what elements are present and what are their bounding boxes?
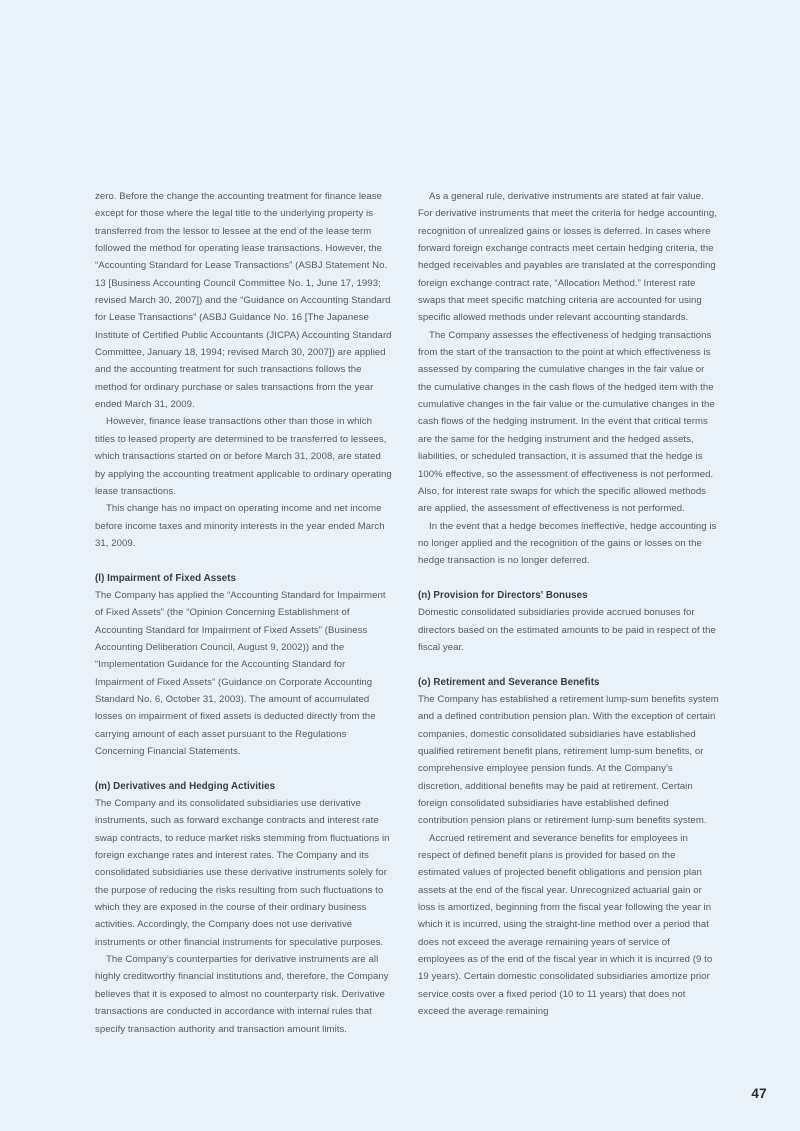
body-paragraph: The Company has established a retirement lump-sum benefits system and a defined contribution pension plan. With the exception of certain companies, domestic consolidated subsidiaries have established qualified retirement benefit plans, retirement lump-sum benefits, or comprehensive employee pension funds. At the Company’s discretion, additional benefits may be paid at retirement. Certain foreign consolidated subsidiaries have established defined contribution pension plans or retirement lump-sum benefits system. — [418, 693, 719, 827]
section-heading: (l) Impairment of Fixed Assets — [95, 572, 237, 584]
body-paragraph: zero. Before the change the accounting treatment for finance lease except for those where the legal title to the underlying property is transferred from the lessor to lessee at the end of the lease term followed the method for operating lease transactions. However, the “Accounting Standard for Lease Transactions” (ASBJ Statement No. 13 [Business Accounting Council Committee No. 1, June 17, 1993; revised March 30, 2007]) and the “Guidance on Accounting Standard for Lease Transactions” (ASBJ Guidance No. 16 [The Japanese Institute of Certified Public Accountants (JICPA) Accounting Standard Committee, January 18, 1994; revised March 30, 2007]) are applied and the accounting treatment for such transactions follows the method for ordinary purchase or sales transactions from the year ended March 31, 2009. — [95, 191, 392, 411]
body-paragraph: However, finance lease transactions other than those in which titles to leased property are determined to be transferred to lessees, which transactions started on or before March 31, 2008, are stated by applying the accounting treatment applicable to ordinary operating lease transactions. — [95, 416, 392, 497]
body-paragraph: The Company’s counterparties for derivative instruments are all highly creditworthy financial institutions and, therefore, the Company believes that it is exposed to almost no counterparty risk. Derivative transactions are conducted in accordance with internal rules that specify transaction authority and transaction amount limits. — [95, 954, 389, 1035]
left-text-column — [95, 188, 393, 1038]
body-paragraph: The Company and its consolidated subsidiaries use derivative instruments, such as forward exchange contracts and interest rate swap contracts, to reduce market risks stemming from fluctuations in foreign exchange rates and interest rates. The Company and its consolidated subsidiaries use these derivative instruments solely for the purpose of reducing the risks resulting from such fluctuations to which they are exposed in the course of their ordinary business activities. Accordingly, the Company does not use derivative instruments or other financial instruments for speculative purposes. — [95, 798, 390, 948]
section-heading: (n) Provision for Directors' Bonuses — [418, 589, 588, 601]
section-heading: (o) Retirement and Severance Benefits — [418, 676, 600, 688]
page-number: 47 — [751, 1086, 767, 1101]
body-paragraph: In the event that a hedge becomes ineffective, hedge accounting is no longer applied and the recognition of the gains or losses on the hedge transaction is no longer deferred. — [418, 520, 717, 567]
body-paragraph: This change has no impact on operating income and net income before income taxes and minority interests in the year ended March 31, 2009. — [95, 503, 385, 549]
section-heading: (m) Derivatives and Hedging Activities — [95, 780, 276, 792]
right-text-column — [418, 188, 719, 1021]
body-paragraph: The Company assesses the effectiveness of hedging transactions from the start of the transaction to the point at which effectiveness is assessed by comparing the cumulative changes in the fair value or the cumulative changes in the cash flows of the hedged item with the cumulative changes in the fair value or the cumulative changes in the cash flows of the hedging instrument. In the event that critical terms are the same for the hedging instrument and the hedged assets, liabilities, or scheduled transaction, it is assumed that the hedge is 100% effective, so the assessment of effectiveness is not performed. Also, for interest rate swaps for which the specific allowed methods are applied, the assessment of effectiveness is not performed. — [418, 329, 715, 515]
body-paragraph: Accrued retirement and severance benefits for employees in respect of defined benefit plans is provided for based on the estimated values of projected benefit obligations and pension plan assets at the end of the fiscal year. Unrecognized actuarial gain or loss is amortized, beginning from the fiscal year following the year in which it is incurred, using the straight-line method over a period that does not exceed the average remaining years of service of employees as of the end of the fiscal year in which it is incurred (9 to 19 years). Certain domestic consolidated subsidiaries amortize prior service costs over a fixed period (10 to 11 years) that does not exceed the average remaining — [418, 832, 713, 1018]
body-paragraph: The Company has applied the “Accounting Standard for Impairment of Fixed Assets” (the “Opinion Concerning Establishment of Accounting Standard for Impairment of Fixed Assets” (Business Accounting Deliberation Council, August 9, 2002)) and the “Implementation Guidance for the Accounting Standard for Impairment of Fixed Assets” (Guidance on Corporate Accounting Standard No. 6, October 31, 2003). The amount of accumulated losses on impairment of fixed assets is deducted directly from the carrying amount of each asset pursuant to the Regulations Concerning Financial Statements. — [95, 589, 386, 757]
body-paragraph: As a general rule, derivative instruments are stated at fair value. For derivative instruments that meet the criteria for hedge accounting, recognition of unrealized gains or losses is deferred. In cases where forward foreign exchange contracts meet certain hedging criteria, the hedged receivables and payables are translated at the corresponding foreign exchange contract rate, “Allocation Method.” Interest rate swaps that meet specific matching criteria are accounted for using specific allowed methods under relevant accounting standards. — [418, 191, 717, 324]
body-paragraph: Domestic consolidated subsidiaries provide accrued bonuses for directors based on the estimated amounts to be paid in respect of the fiscal year. — [418, 607, 716, 653]
